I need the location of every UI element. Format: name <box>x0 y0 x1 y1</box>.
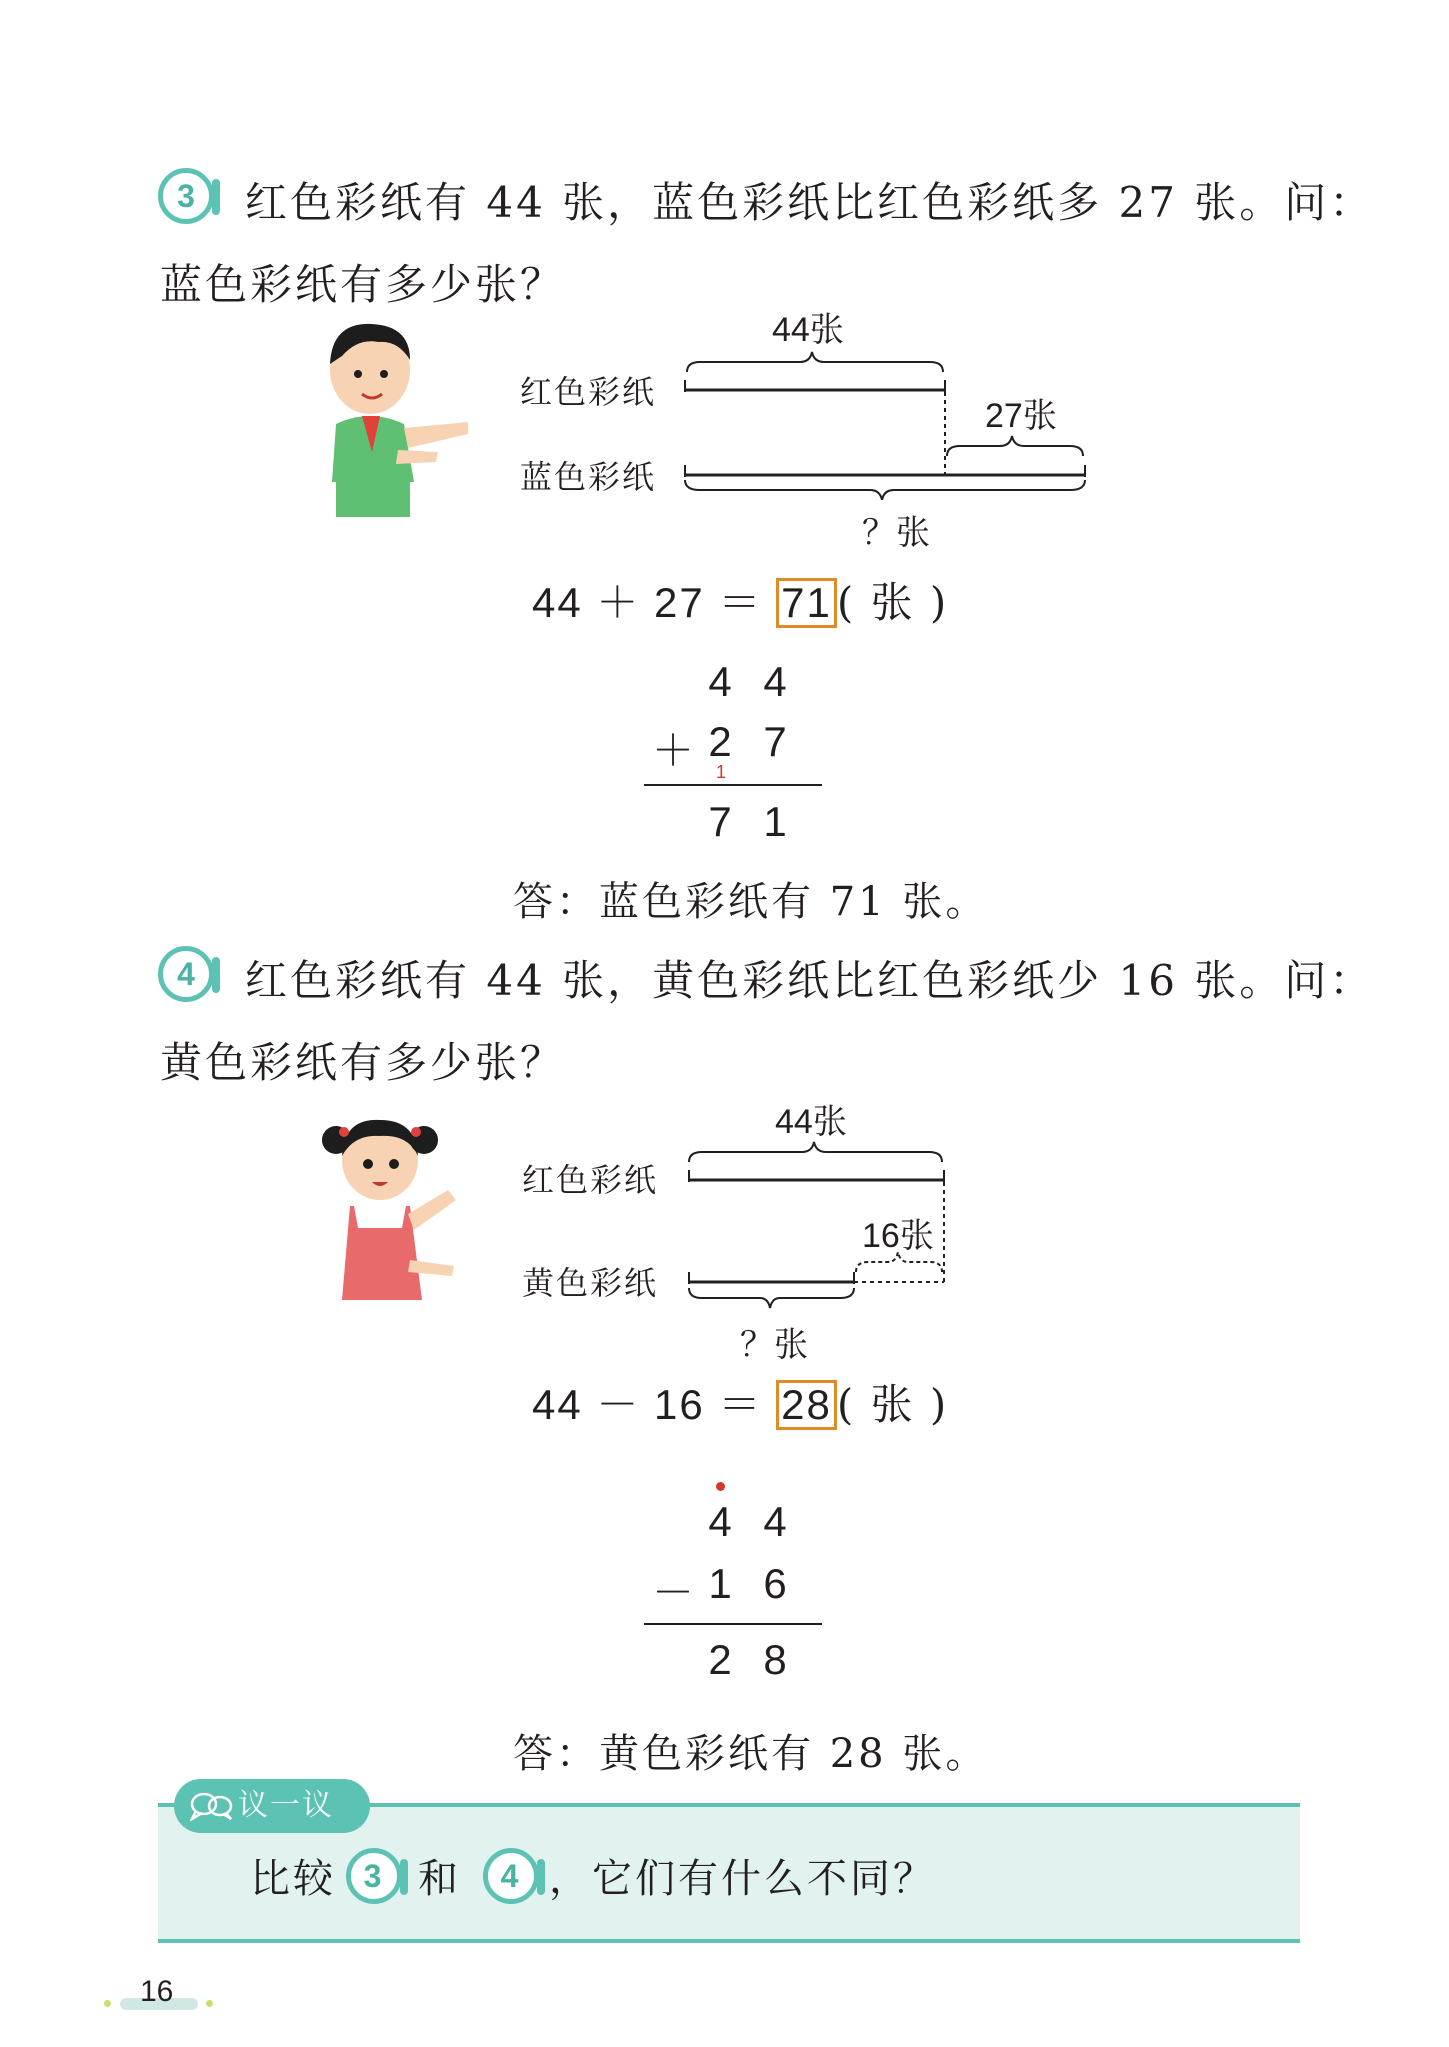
problem-4-equation-result: 28 <box>776 1380 837 1430</box>
problem-4-equation-left: 44 － 16 ＝ <box>532 1381 763 1428</box>
speech-bubbles-icon <box>190 1791 234 1821</box>
discuss-question <box>250 1847 936 1904</box>
problem-3-segment-diagram <box>680 350 1120 500</box>
problem-3-badge: 3 <box>158 168 214 224</box>
problem-3-bottom-brace <box>685 480 1085 500</box>
problem-4-vertical-res-ones: 8 <box>763 1636 787 1683</box>
boy-illustration <box>318 312 498 522</box>
problem-4-vertical-operator: － <box>652 1569 695 1616</box>
problem-4-vertical-r2-tens: 1 <box>708 1560 732 1607</box>
problem-4-top-value: 44张 <box>775 1103 847 1141</box>
discuss-badge-4: 4 <box>483 1848 539 1904</box>
problem-3-top-brace <box>687 352 943 372</box>
problem-3-vertical-r2-tens: 2 <box>708 718 732 765</box>
problem-3-vertical-r2-ones: 7 <box>763 718 787 765</box>
problem-4-equation-unit: ( 张 ) <box>836 1380 949 1429</box>
problem-4-top-brace <box>689 1142 942 1162</box>
discuss-title: 议一议 <box>238 1789 334 1822</box>
discuss-middle: 和 <box>418 1856 461 1902</box>
problem-4-vertical-r1-tens: 4 <box>708 1498 732 1545</box>
problem-3-top-value: 44张 <box>772 311 844 349</box>
problem-4-vertical-res-tens: 2 <box>708 1636 732 1683</box>
problem-3-blue-label: 蓝色彩纸 <box>520 458 657 496</box>
problem-4-bottom-brace <box>689 1288 854 1308</box>
problem-3-equation <box>532 570 948 630</box>
problem-3-answer: 答：蓝色彩纸有 71 张。 <box>513 879 989 925</box>
problem-3-vertical-res-ones: 1 <box>763 798 787 845</box>
page-number-dot-right <box>206 2000 213 2007</box>
problem-3-vertical-r1-tens: 4 <box>708 658 732 705</box>
problem-3-vertical-line <box>644 784 822 786</box>
problem-3-diff-value: 27张 <box>985 397 1057 435</box>
discuss-badge-3: 3 <box>346 1848 402 1904</box>
problem-4-result-value: ？张 <box>740 1325 808 1365</box>
problem-3-equation-left: 44 ＋ 27 ＝ <box>532 579 763 626</box>
discuss-tab <box>174 1779 370 1833</box>
problem-4-yellow-label: 黄色彩纸 <box>522 1264 659 1302</box>
discuss-suffix: ，它们有什么不同？ <box>549 1856 936 1902</box>
problem-3-vertical-r1-ones: 4 <box>763 658 787 705</box>
problem-4-borrow-dot <box>716 1482 725 1491</box>
problem-3-equation-unit: ( 张 ) <box>836 578 949 627</box>
problem-4-answer: 答：黄色彩纸有 28 张。 <box>513 1731 989 1777</box>
problem-3-carry: 1 <box>716 762 727 782</box>
problem-4-vertical-line <box>644 1623 822 1625</box>
problem-4-diff-value: 16张 <box>862 1217 934 1255</box>
problem-4-diff-brace <box>856 1252 942 1272</box>
page-number-dot-left <box>104 2000 111 2007</box>
problem-3-diff-brace <box>947 436 1083 456</box>
problem-3-red-label: 红色彩纸 <box>520 373 657 411</box>
problem-4-segment-diagram <box>684 1140 964 1315</box>
problem-4-vertical-r1-ones: 4 <box>763 1498 787 1545</box>
problem-3-line-2: 蓝色彩纸有多少张？ <box>160 260 566 309</box>
discuss-prefix: 比较 <box>250 1856 336 1902</box>
problem-3-total-value: ？张 <box>862 513 930 553</box>
problem-4-line-2: 黄色彩纸有多少张？ <box>160 1038 566 1087</box>
problem-3-vertical-res-tens: 7 <box>708 798 732 845</box>
page-number: 16 <box>140 1975 174 2008</box>
problem-4-red-label: 红色彩纸 <box>522 1161 659 1199</box>
girl-illustration <box>318 1110 478 1315</box>
problem-4-badge: 4 <box>158 946 214 1002</box>
problem-4-equation <box>532 1372 948 1432</box>
problem-3-vertical-operator: ＋ <box>652 727 695 774</box>
problem-4-line-1: 红色彩纸有 44 张，黄色彩纸比红色彩纸少 16 张。问： <box>245 956 1375 1005</box>
problem-3-line-1: 红色彩纸有 44 张，蓝色彩纸比红色彩纸多 27 张。问： <box>245 178 1375 227</box>
problem-4-vertical-r2-ones: 6 <box>763 1560 787 1607</box>
problem-3-equation-result: 71 <box>776 578 837 628</box>
